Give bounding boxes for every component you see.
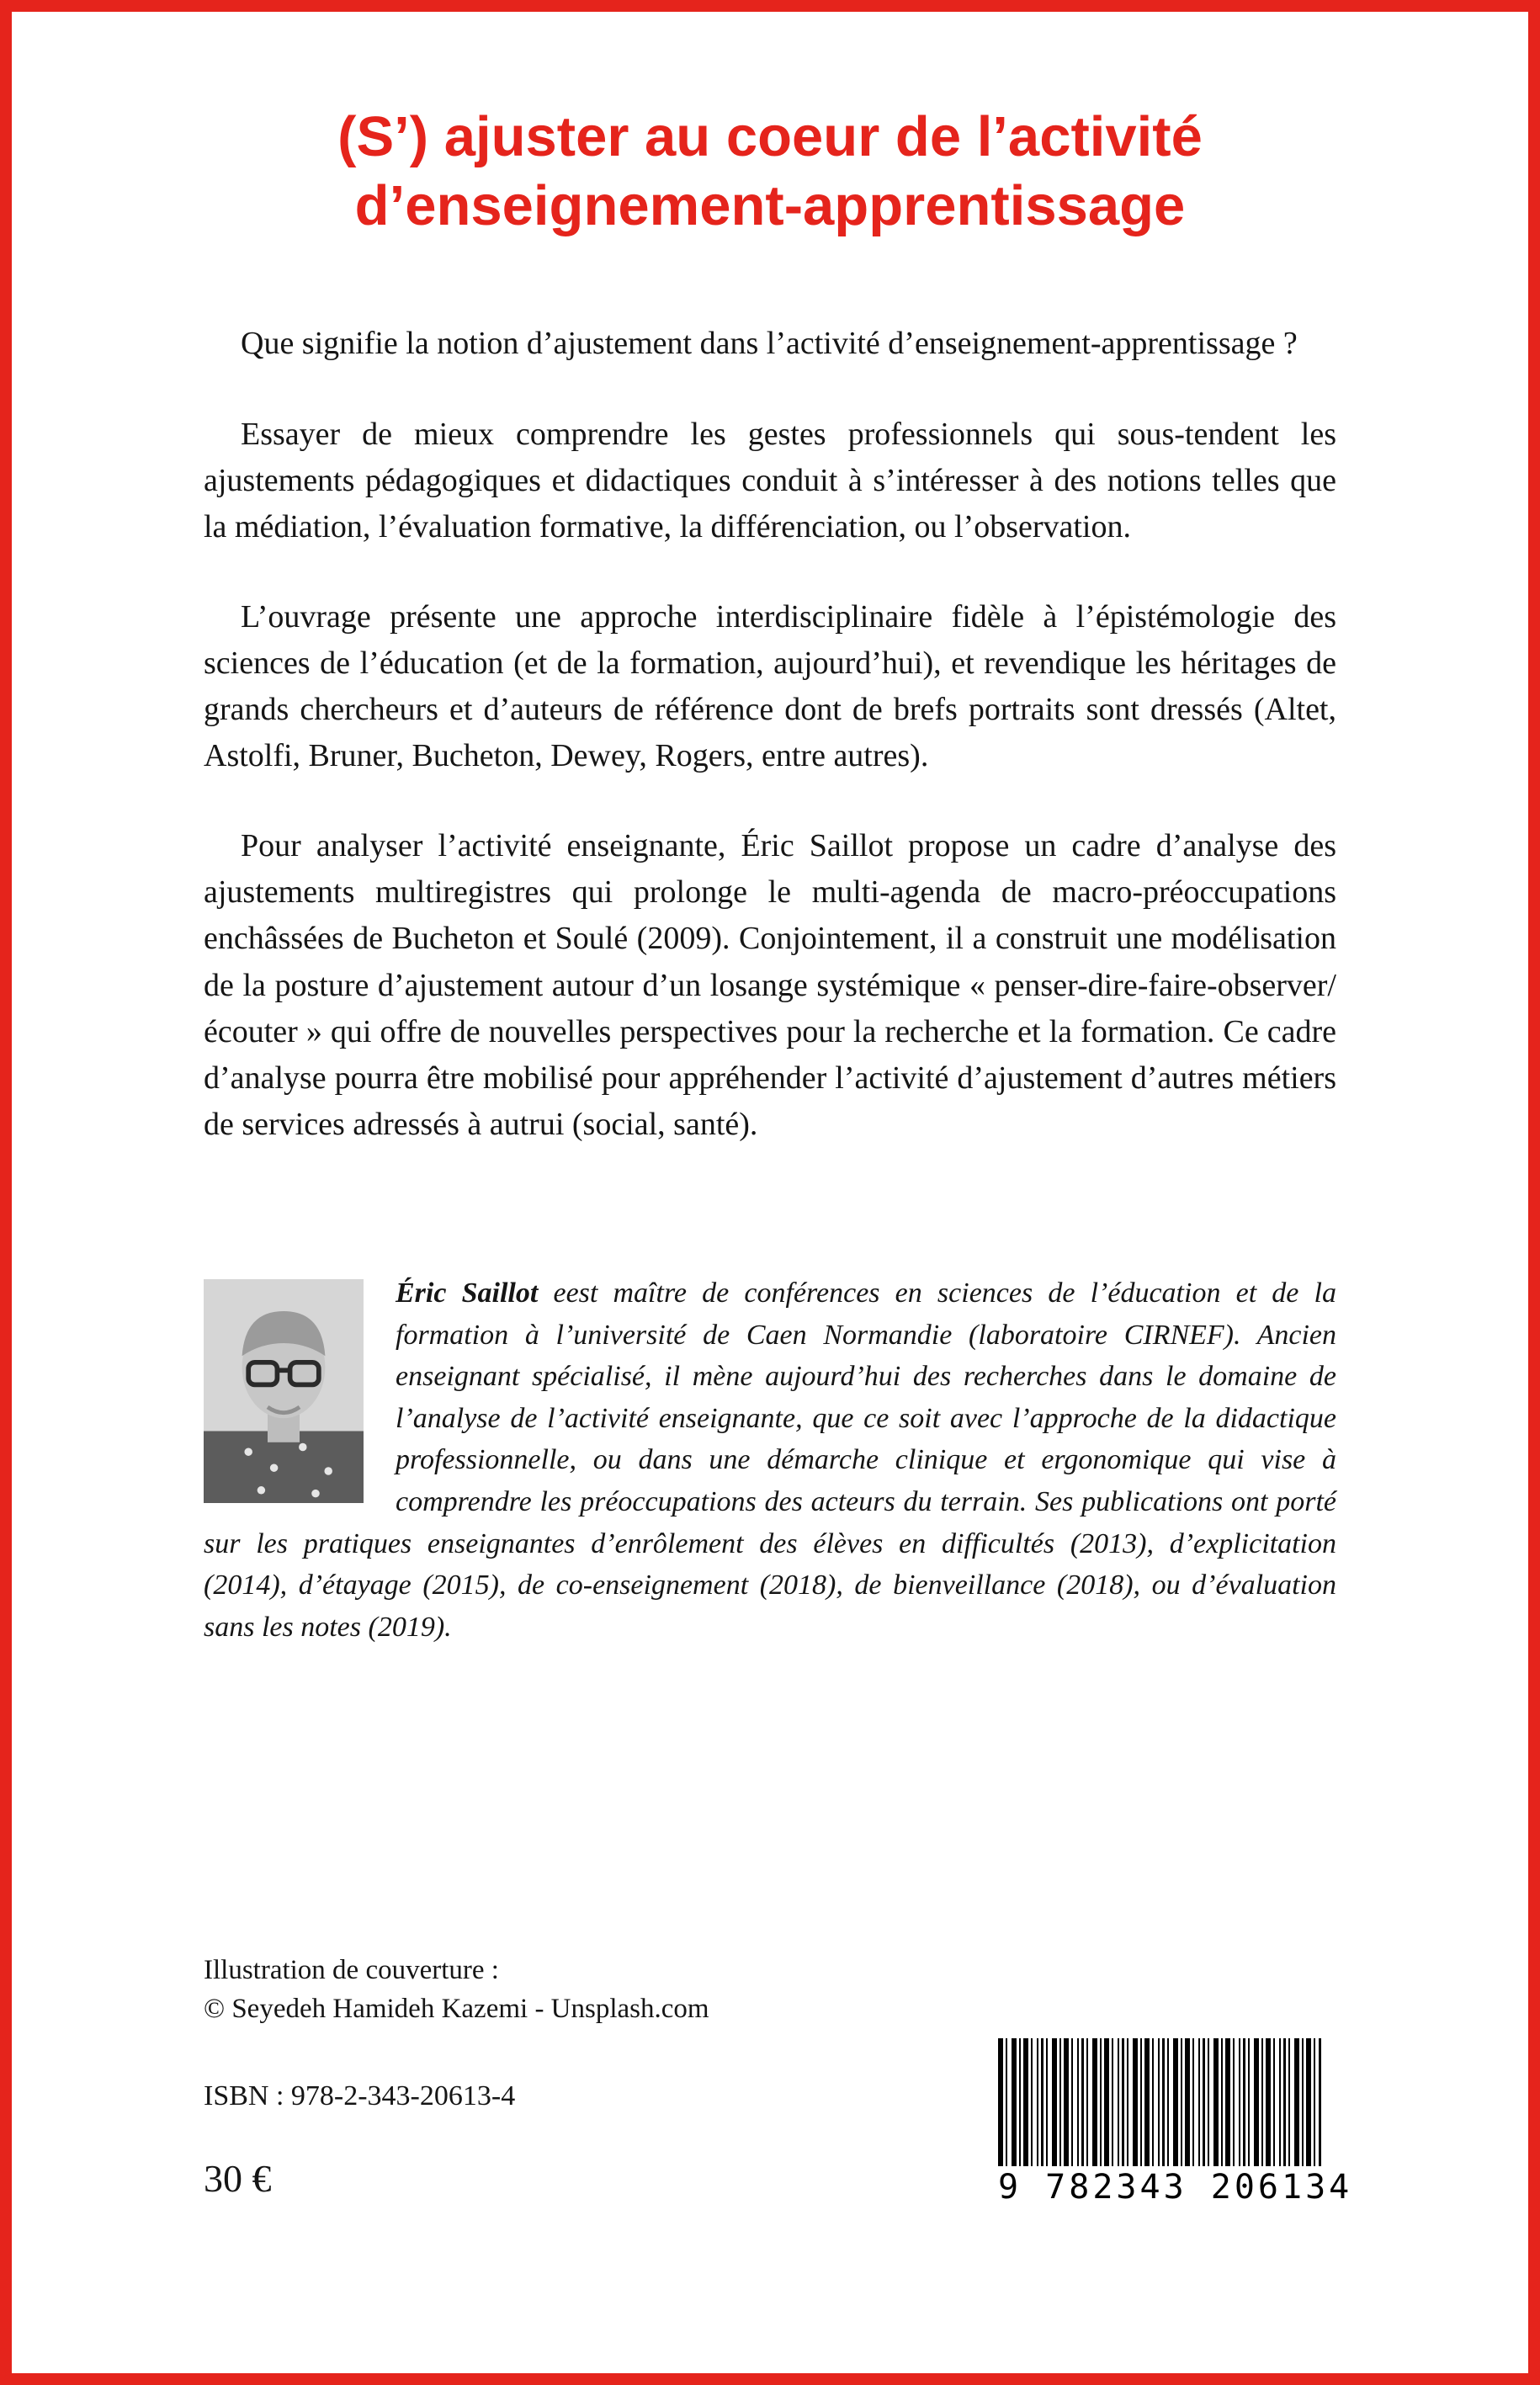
synopsis-paragraph: Essayer de mieux comprendre les gestes professionnels qui sous-tendent les ajustements pédagogiques et didactiques conduit à s’intéresser à des notions telles que la médiation, l’évaluation formative, la différenciation, ou l’observation. xyxy=(204,416,1336,544)
page-title xyxy=(204,103,1336,240)
barcode-digits: 9 782343 206134 xyxy=(998,2168,1353,2207)
author-name: Éric Saillot xyxy=(396,1277,539,1309)
synopsis-paragraph: Pour analyser l’activité enseignante, Éric Saillot propose un cadre d’analyse des ajustements multiregistres qui prolonge le multi-agenda de macro-préoccupations enchâssées de Bucheton et Soulé (2009). Conjointement, il a construit une modélisation de la posture d’ajustement autour d’un losange systémique « penser-dire-faire-observer/écouter » qui offre de nouvelles perspectives pour la recherche et la formation. Ce cadre d’analyse pourra être mobilisé pour appréhender l’activité d’ajustement d’autres métiers de services adressés à autrui (social, santé). xyxy=(204,828,1336,1142)
author-bio-body: eest maître de conférences en sciences de l’éducation et de la formation à l’université de Caen Normandie (laboratoire CIRNEF). Ancien enseignant spécialisé, il mène aujourd’hui des recherches dans le domaine de l’analyse de l’activité enseignante, que ce soit avec l’approche de la didactique professionnelle, ou dans une démarche clinique et ergonomique qui vise à comprendre les préoccupations des acteurs du terrain. Ses publications ont porté sur les pratiques enseignantes d’enrôlement des élèves en difficultés (2013), d’explicitation (2014), d’étayage (2015), de co-enseignement (2018), de bienveillance (2018), ou d’évaluation sans les notes (2019). xyxy=(204,1277,1337,1643)
author-bio xyxy=(204,1272,1336,1649)
illustration-credit-label: Illustration de couverture : xyxy=(204,1955,499,1985)
barcode-bars xyxy=(998,2038,1321,2166)
synopsis-paragraph: L’ouvrage présente une approche interdisciplinaire fidèle à l’épistémologie des sciences de l’éducation (et de la formation, aujourd’hui), et revendique les héritages de grands chercheurs et d’auteurs de référence dont de brefs portraits sont dressés (Altet, Astolfi, Bruner, Bucheton, Dewey, Rogers, entre autres). xyxy=(204,598,1336,774)
synopsis xyxy=(204,321,1336,1147)
title-line-1: (S’) ajuster au coeur de l’activité xyxy=(337,105,1203,168)
title-line-2: d’enseignement-apprentissage xyxy=(354,173,1186,237)
barcode xyxy=(998,2038,1353,2207)
isbn: ISBN : 978-2-343-20613-4 xyxy=(204,2080,516,2112)
author-bio-text xyxy=(204,1272,1336,1649)
author-photo xyxy=(204,1279,364,1503)
synopsis-paragraph: Que signifie la notion d’ajustement dans l’activité d’enseignement-apprentissage ? xyxy=(241,326,1298,362)
footer xyxy=(204,1951,1353,2304)
price: 30 € xyxy=(204,2157,272,2201)
illustration-credit: © Seyedeh Hamideh Kazemi - Unsplash.com xyxy=(204,1994,709,2025)
